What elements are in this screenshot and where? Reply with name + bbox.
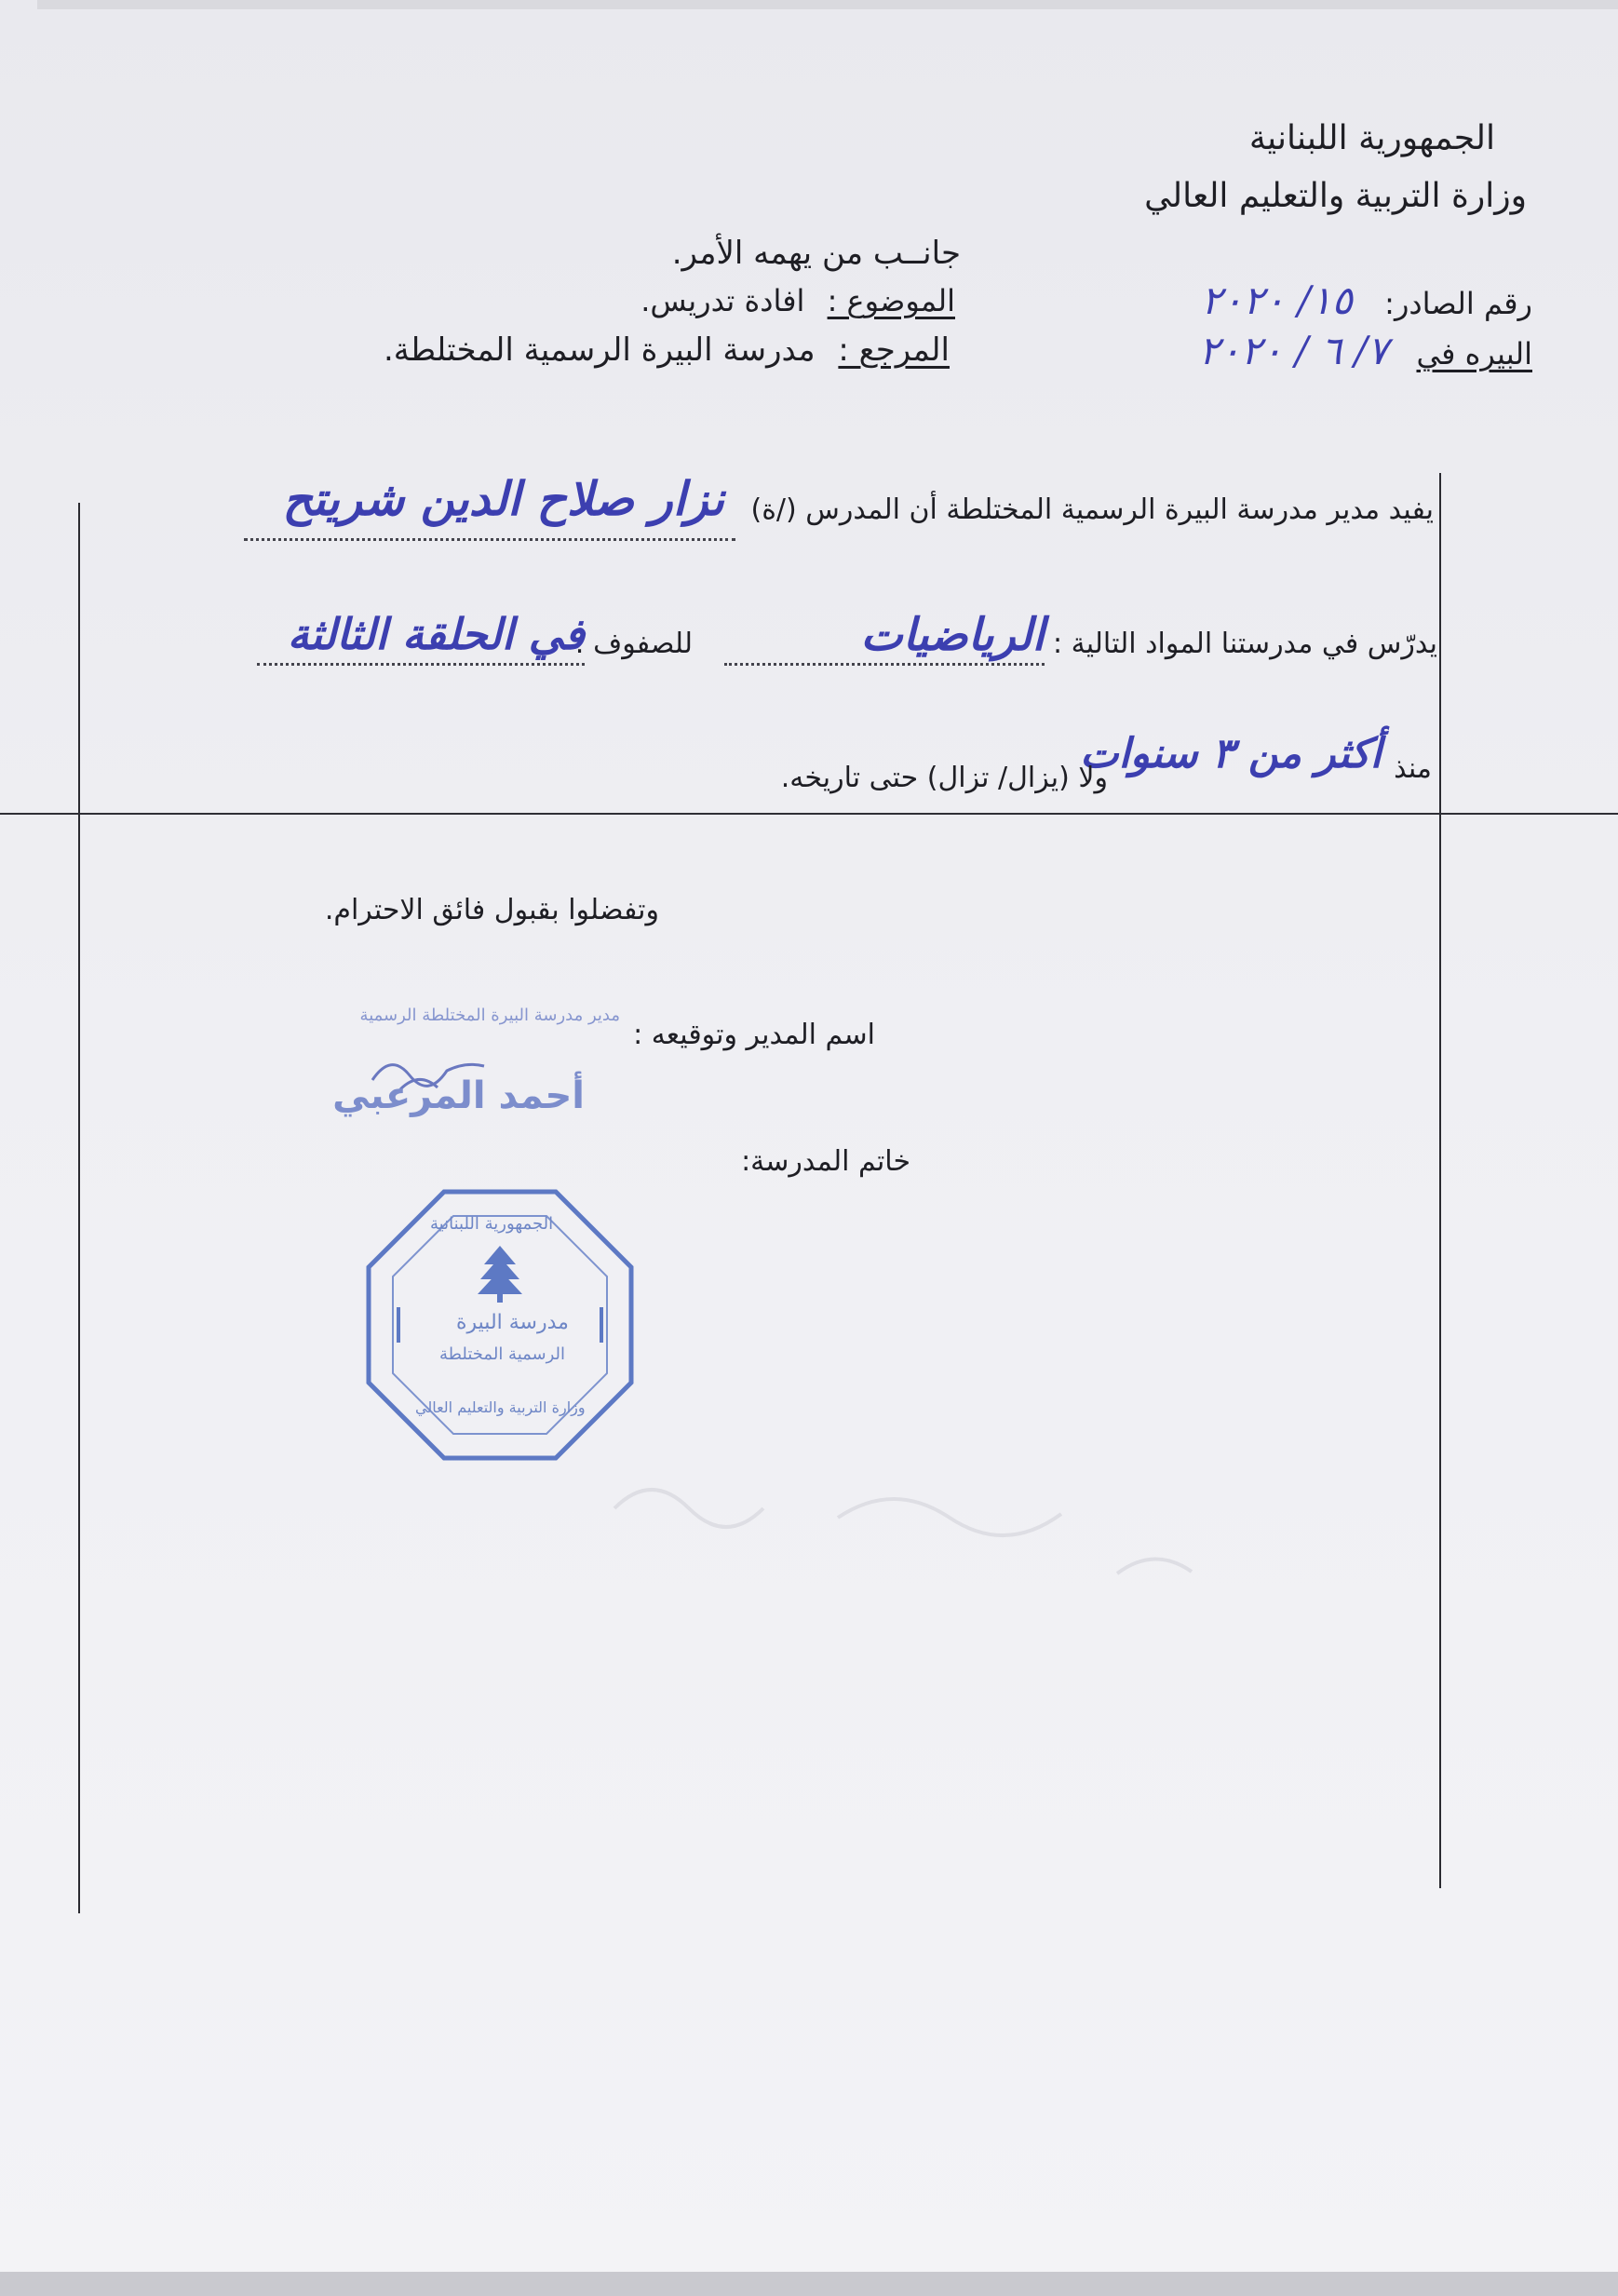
body-line-1-text: يفيد مدير مدرسة البيرة الرسمية المختلطة أن المدرس (/ة) xyxy=(750,493,1434,526)
subject-value: افادة تدريس. xyxy=(640,283,805,318)
subjects-handwritten: الرياضيات xyxy=(860,609,1045,661)
faint-embossed-marks xyxy=(596,1452,1247,1601)
teacher-name-dots xyxy=(244,538,735,541)
body-line-3-text: ولا (يزال/ تزال) حتى تاريخه. xyxy=(780,762,1108,794)
reference-value: مدرسة البيرة الرسمية المختلطة. xyxy=(384,331,816,369)
issue-number-value: ١٥/ ٢٠٢٠ xyxy=(1201,277,1353,323)
signature-label: اسم المدير وتوقيعه : xyxy=(633,1019,875,1051)
director-title-stamp: مدير مدرسة البيرة المختلطة الرسمية xyxy=(359,1006,620,1025)
subject-row xyxy=(640,283,955,318)
school-seal-label: خاتم المدرسة: xyxy=(741,1145,910,1178)
subjects-dots xyxy=(724,663,1045,666)
issue-number-label: رقم الصادر: xyxy=(1384,286,1532,321)
seal-bottom-arc-text: وزارة التربية والتعليم العالي xyxy=(415,1398,586,1416)
seal-center-line-1: مدرسة البيرة xyxy=(456,1311,569,1334)
classes-handwritten: في الحلقة الثالثة xyxy=(287,609,585,659)
seal-top-arc-text: الجمهورية اللبنانية xyxy=(430,1214,554,1234)
page-edge-bottom xyxy=(0,2272,1618,2296)
school-seal-stamp xyxy=(365,1188,635,1462)
frame-divider-line xyxy=(0,813,1618,815)
closing-line: وتفضلوا بقبول فائق الاحترام. xyxy=(324,894,659,926)
reference-row xyxy=(384,331,950,369)
cedar-tree-icon xyxy=(477,1244,523,1303)
since-handwritten: أكثر من ٣ سنوات xyxy=(1080,730,1382,777)
frame-left-line xyxy=(78,503,80,1913)
addressee-line: جانــب من يهمه الأمر. xyxy=(671,235,961,272)
teacher-name-handwritten: نزار صلاح الدين شريتح xyxy=(282,471,724,526)
issue-number-row xyxy=(1201,277,1532,323)
frame-right-line xyxy=(1439,473,1441,1888)
place-date-value: ٧/ ٦ / ٢٠٢٠ xyxy=(1198,328,1389,373)
classes-dots xyxy=(257,663,585,666)
reference-label: المرجع : xyxy=(838,331,950,369)
classes-label: للصفوف : xyxy=(574,628,693,660)
place-date-row xyxy=(1199,328,1532,373)
subject-label: الموضوع : xyxy=(827,283,955,318)
ministry-heading: وزارة التربية والتعليم العالي xyxy=(1144,177,1527,215)
place-date-label: البيره في xyxy=(1416,336,1532,371)
page-edge-top xyxy=(37,0,1618,9)
seal-center-line-2: الرسمية المختلطة xyxy=(439,1344,566,1364)
republic-heading: الجمهورية اللبنانية xyxy=(1248,119,1495,157)
body-line-2-text: يدرّس في مدرستنا المواد التالية : xyxy=(1053,628,1437,660)
director-name-stamp: أحمد المرعبي xyxy=(332,1074,585,1117)
since-label: منذ xyxy=(1394,752,1432,785)
